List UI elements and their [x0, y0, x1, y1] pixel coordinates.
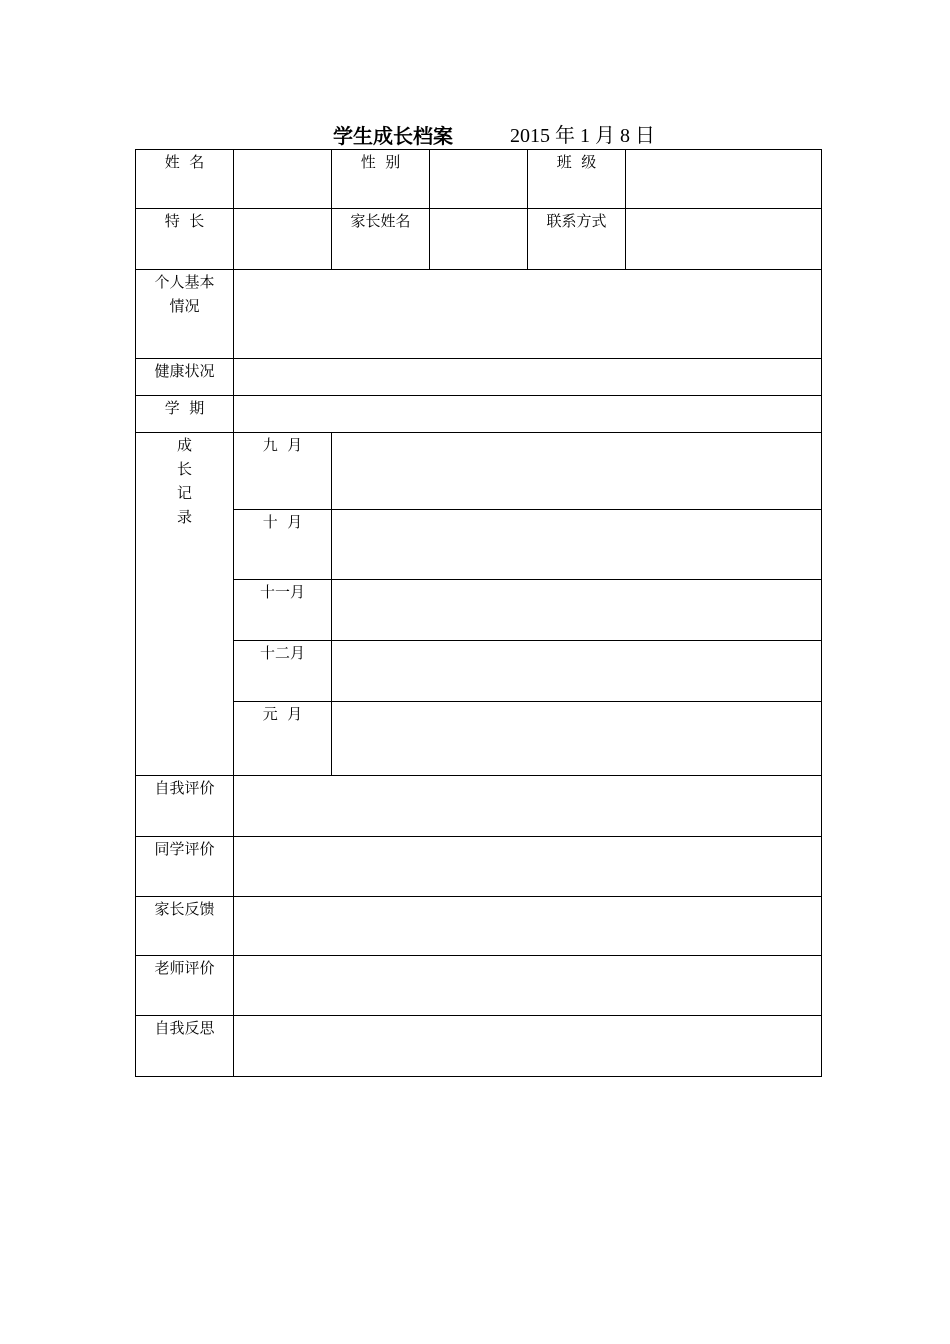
teacher-evaluation-label: 老师评价: [154, 959, 215, 977]
growth-record-char: 成: [176, 436, 192, 454]
classmate-evaluation-label: 同学评价: [154, 840, 215, 858]
class-field[interactable]: [626, 150, 822, 209]
term-field[interactable]: [234, 396, 822, 433]
document-date: 2015 年 1 月 8 日: [510, 125, 655, 147]
name-label-cell: [136, 150, 234, 209]
month-label-cell: [234, 580, 332, 641]
month-label-cell: [234, 641, 332, 702]
class-label: 班 级: [556, 153, 597, 171]
teacher-evaluation-field[interactable]: [234, 956, 822, 1016]
contact-label: 联系方式: [546, 212, 607, 230]
growth-record-label-cell: [136, 433, 234, 776]
classmate-evaluation-label-cell: [136, 837, 234, 897]
month-label-december: 十二月: [259, 644, 305, 662]
parent-name-field[interactable]: [430, 209, 528, 270]
self-reflection-label: 自我反思: [154, 1019, 215, 1037]
month-label-october: 十 月: [262, 513, 303, 531]
month-label-cell: [234, 433, 332, 510]
specialty-field[interactable]: [234, 209, 332, 270]
teacher-evaluation-label-cell: [136, 956, 234, 1016]
classmate-evaluation-field[interactable]: [234, 837, 822, 897]
month-record-december[interactable]: [332, 641, 822, 702]
document-title: 学生成长档案: [333, 124, 453, 148]
parent-feedback-label-cell: [136, 897, 234, 956]
class-label-cell: [528, 150, 626, 209]
term-label: 学 期: [164, 399, 205, 417]
contact-label-cell: [528, 209, 626, 270]
personal-info-label-line1: 个人基本: [154, 273, 215, 291]
health-label: 健康状况: [154, 362, 215, 380]
month-label-january: 元 月: [262, 705, 303, 723]
month-record-september[interactable]: [332, 433, 822, 510]
contact-field[interactable]: [626, 209, 822, 270]
month-record-january[interactable]: [332, 702, 822, 776]
personal-info-label-line2: 情况: [169, 297, 200, 315]
month-label-cell: [234, 510, 332, 580]
growth-record-char: 长: [176, 460, 192, 478]
self-reflection-field[interactable]: [234, 1016, 822, 1077]
gender-label-cell: [332, 150, 430, 209]
parent-feedback-field[interactable]: [234, 897, 822, 956]
student-growth-form: [135, 149, 822, 1077]
self-reflection-label-cell: [136, 1016, 234, 1077]
month-record-october[interactable]: [332, 510, 822, 580]
name-label: 姓 名: [164, 153, 205, 171]
specialty-label-cell: [136, 209, 234, 270]
personal-info-label-cell: [136, 270, 234, 359]
parent-feedback-label: 家长反馈: [154, 900, 215, 918]
gender-label: 性 别: [360, 153, 401, 171]
personal-info-field[interactable]: [234, 270, 822, 359]
self-evaluation-label: 自我评价: [154, 779, 215, 797]
health-field[interactable]: [234, 359, 822, 396]
term-label-cell: [136, 396, 234, 433]
growth-record-char: 录: [176, 508, 192, 526]
gender-field[interactable]: [430, 150, 528, 209]
name-field[interactable]: [234, 150, 332, 209]
document-title-line: [0, 122, 950, 150]
month-label-september: 九 月: [262, 436, 303, 454]
parent-name-label: 家长姓名: [350, 212, 411, 230]
parent-name-label-cell: [332, 209, 430, 270]
specialty-label: 特 长: [164, 212, 205, 230]
month-label-november: 十一月: [259, 583, 305, 601]
growth-record-char: 记: [176, 484, 192, 502]
month-label-cell: [234, 702, 332, 776]
month-record-november[interactable]: [332, 580, 822, 641]
self-evaluation-label-cell: [136, 776, 234, 837]
self-evaluation-field[interactable]: [234, 776, 822, 837]
health-label-cell: [136, 359, 234, 396]
